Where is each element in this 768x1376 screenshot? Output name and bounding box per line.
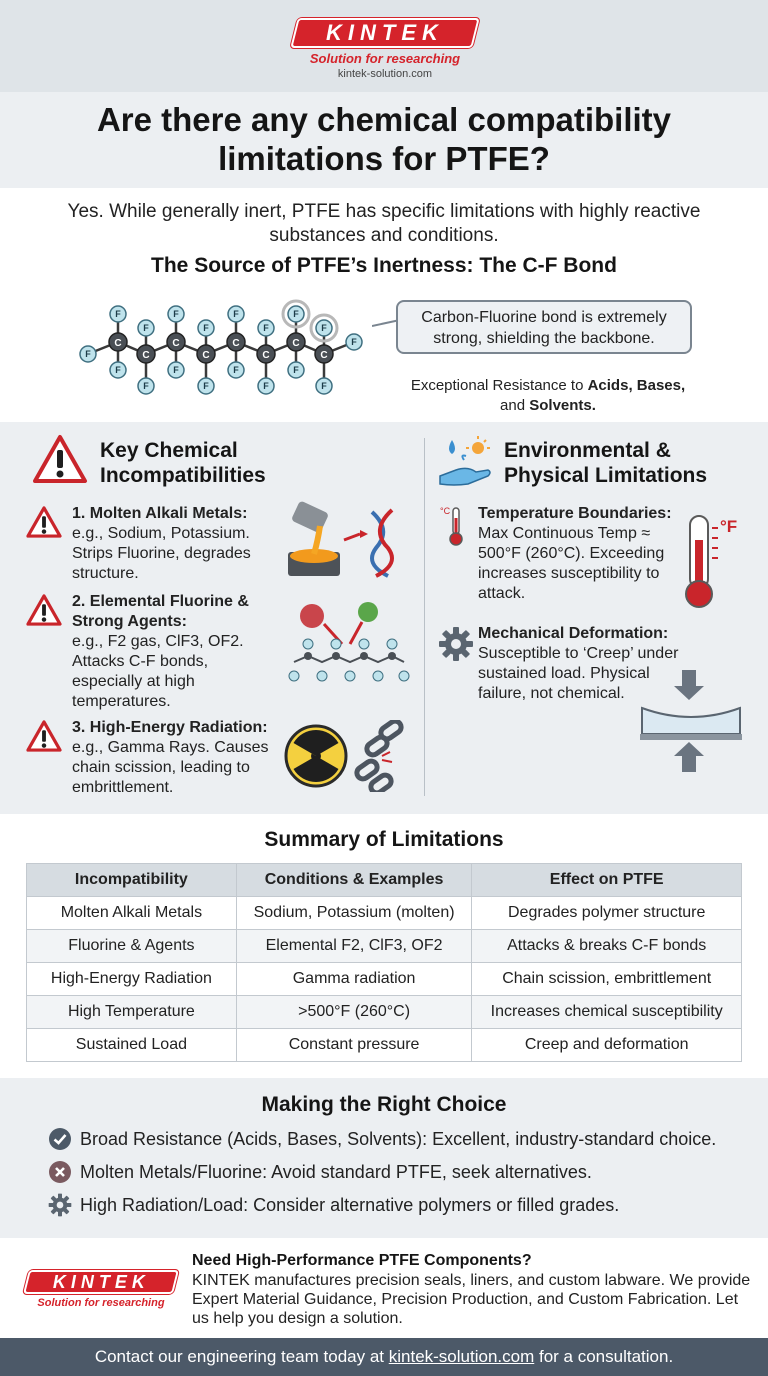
column-header: Incompatibility bbox=[27, 864, 237, 897]
check-circle-icon bbox=[48, 1127, 72, 1151]
molecule-bonds bbox=[88, 314, 354, 386]
svg-text:F: F bbox=[85, 349, 91, 359]
promo-title: Need High-Performance PTFE Components? bbox=[192, 1252, 532, 1269]
table-cell: Elemental F2, ClF3, OF2 bbox=[236, 930, 472, 963]
warning-icon bbox=[32, 434, 88, 484]
table-cell: >500°F (260°C) bbox=[236, 996, 472, 1029]
gear-icon bbox=[438, 626, 474, 662]
svg-text:F: F bbox=[351, 337, 357, 347]
celsius-label: °C bbox=[440, 506, 451, 516]
svg-text:F: F bbox=[293, 309, 299, 319]
gear-icon bbox=[48, 1193, 72, 1217]
table-cell: High Temperature bbox=[27, 996, 237, 1029]
incompat-item-radiation bbox=[72, 718, 278, 798]
cta-after: for a consultation. bbox=[534, 1347, 674, 1366]
environment-item-temperature bbox=[478, 504, 690, 604]
environment-hand-icon bbox=[438, 436, 494, 490]
svg-text:C: C bbox=[320, 350, 328, 361]
choice-text: High Radiation/Load: Consider alternative polymers or filled grades. bbox=[80, 1195, 620, 1215]
svg-text:F: F bbox=[173, 365, 179, 375]
kintek-footer-logo[interactable] bbox=[26, 1270, 176, 1309]
resistance-bold-1: Acids, Bases, bbox=[587, 377, 686, 394]
resistance-statement bbox=[380, 376, 716, 416]
table-row bbox=[27, 897, 742, 930]
source-heading: The Source of PTFE’s Inertness: The C-F Bond bbox=[151, 254, 617, 277]
logo-text: KINTEK bbox=[326, 20, 444, 45]
column-header: Conditions & Examples bbox=[236, 864, 472, 897]
svg-text:C: C bbox=[114, 338, 122, 349]
item-title: 2. Elemental Fluorine & Strong Agents: bbox=[72, 593, 249, 630]
creep-deformation-icon bbox=[638, 668, 744, 774]
logo-tagline: Solution for researching bbox=[309, 51, 461, 66]
environment-title: Environmental & Physical Limitations bbox=[504, 439, 708, 487]
logo-badge bbox=[23, 1270, 179, 1294]
svg-text:F: F bbox=[203, 323, 209, 333]
svg-text:F: F bbox=[321, 323, 327, 333]
item-title: 1. Molten Alkali Metals: bbox=[72, 505, 248, 522]
svg-text:F: F bbox=[115, 365, 121, 375]
table-cell: Sustained Load bbox=[27, 1029, 237, 1062]
page-title: Are there any chemical compatibility limitations for PTFE? bbox=[96, 101, 672, 177]
warning-icon bbox=[26, 506, 62, 538]
item-title: Mechanical Deformation: bbox=[478, 625, 669, 642]
logo-text: KINTEK bbox=[52, 1271, 150, 1292]
choice-item-alternative bbox=[48, 1193, 619, 1217]
svg-text:F: F bbox=[143, 381, 149, 391]
item-title: Temperature Boundaries: bbox=[478, 505, 672, 522]
radiation-icon bbox=[284, 720, 414, 792]
svg-text:F: F bbox=[115, 309, 121, 319]
promo-body: KINTEK manufactures precision seals, liners, and custom labware. We provide Expert Material Guidance, Precision Production, and Custom Fabrication. Let us help you design a solution. bbox=[192, 1272, 751, 1327]
table-cell: Constant pressure bbox=[236, 1029, 472, 1062]
svg-text:F: F bbox=[233, 365, 239, 375]
svg-text:F: F bbox=[321, 381, 327, 391]
incompat-item-fluorine bbox=[72, 592, 278, 712]
x-circle-icon bbox=[48, 1160, 72, 1184]
svg-text:F: F bbox=[263, 381, 269, 391]
thermometer-small-icon bbox=[440, 504, 466, 548]
resistance-and: and bbox=[500, 397, 530, 414]
svg-text:C: C bbox=[172, 338, 180, 349]
table-cell: High-Energy Radiation bbox=[27, 963, 237, 996]
svg-text:F: F bbox=[143, 323, 149, 333]
cta-link[interactable]: kintek-solution.com bbox=[388, 1347, 535, 1366]
svg-text:F: F bbox=[203, 381, 209, 391]
fluorine-attack-icon bbox=[286, 596, 410, 692]
svg-text:C: C bbox=[202, 350, 210, 361]
svg-text:C: C bbox=[232, 338, 240, 349]
item-body: e.g., Gamma Rays. Causes chain scission, leading to embrittlement. bbox=[72, 739, 269, 796]
incompat-item-alkali bbox=[72, 504, 278, 584]
panel-divider bbox=[424, 438, 425, 796]
intro-text: Yes. While generally inert, PTFE has specific limitations with highly reactive substances and conditions. bbox=[67, 201, 701, 246]
table-cell: Fluorine & Agents bbox=[27, 930, 237, 963]
table-cell: Degrades polymer structure bbox=[472, 897, 742, 930]
summary-heading: Summary of Limitations bbox=[264, 828, 504, 851]
logo-tagline: Solution for researching bbox=[37, 1297, 165, 1309]
resistance-bold-2: Solvents. bbox=[529, 397, 596, 414]
warning-icon bbox=[26, 594, 62, 626]
svg-text:C: C bbox=[142, 350, 150, 361]
table-row bbox=[27, 1029, 742, 1062]
cf-bond-callout: Carbon-Fluorine bond is extremely strong, shielding the backbone. bbox=[396, 300, 692, 354]
ptfe-molecule-diagram bbox=[70, 292, 370, 404]
column-header: Effect on PTFE bbox=[472, 864, 742, 897]
kintek-logo[interactable] bbox=[294, 18, 476, 80]
item-body: Susceptible to ‘Creep’ under sustained load. Physical failure, not chemical. bbox=[478, 645, 679, 702]
warning-icon bbox=[26, 720, 62, 752]
incompat-title: Key Chemical Incompatibilities bbox=[100, 439, 266, 487]
table-cell: Creep and deformation bbox=[472, 1029, 742, 1062]
logo-url[interactable]: kintek-solution.com bbox=[337, 68, 433, 80]
choice-text: Broad Resistance (Acids, Bases, Solvents): Excellent, industry-standard choice. bbox=[80, 1129, 717, 1149]
svg-text:F: F bbox=[293, 365, 299, 375]
table-cell: Gamma radiation bbox=[236, 963, 472, 996]
fahrenheit-label: °F bbox=[720, 517, 738, 536]
table-cell: Chain scission, embrittlement bbox=[472, 963, 742, 996]
summary-table bbox=[26, 863, 742, 1062]
choice-item-broad bbox=[48, 1127, 716, 1151]
svg-text:F: F bbox=[173, 309, 179, 319]
table-header-row bbox=[27, 864, 742, 897]
choice-item-avoid bbox=[48, 1160, 592, 1184]
table-row bbox=[27, 996, 742, 1029]
table-row bbox=[27, 930, 742, 963]
item-body: e.g., F2 gas, ClF3, OF2. Attacks C-F bonds, especially at high temperatures. bbox=[72, 633, 244, 710]
table-cell: Sodium, Potassium (molten) bbox=[236, 897, 472, 930]
table-cell: Molten Alkali Metals bbox=[27, 897, 237, 930]
svg-text:C: C bbox=[292, 338, 300, 349]
table-cell: Increases chemical susceptibility bbox=[472, 996, 742, 1029]
choice-text: Molten Metals/Fluorine: Avoid standard PTFE, seek alternatives. bbox=[80, 1162, 592, 1182]
item-title: 3. High-Energy Radiation: bbox=[72, 719, 268, 736]
cta-before: Contact our engineering team today at bbox=[94, 1347, 389, 1366]
thermometer-icon bbox=[684, 510, 746, 610]
svg-text:F: F bbox=[233, 309, 239, 319]
svg-text:C: C bbox=[262, 350, 270, 361]
choice-heading: Making the Right Choice bbox=[261, 1093, 507, 1116]
item-body: Max Continuous Temp ≈ 500°F (260°C). Exceeding increases susceptibility to attack. bbox=[478, 525, 665, 602]
molten-metal-icon bbox=[284, 500, 408, 580]
table-cell: Attacks & breaks C-F bonds bbox=[472, 930, 742, 963]
table-row bbox=[27, 963, 742, 996]
item-body: e.g., Sodium, Potassium. Strips Fluorine, degrades structure. bbox=[72, 525, 251, 582]
cta-text bbox=[0, 1347, 768, 1367]
svg-text:F: F bbox=[263, 323, 269, 333]
resistance-prefix: Exceptional Resistance to bbox=[410, 377, 588, 394]
logo-badge bbox=[290, 18, 479, 48]
